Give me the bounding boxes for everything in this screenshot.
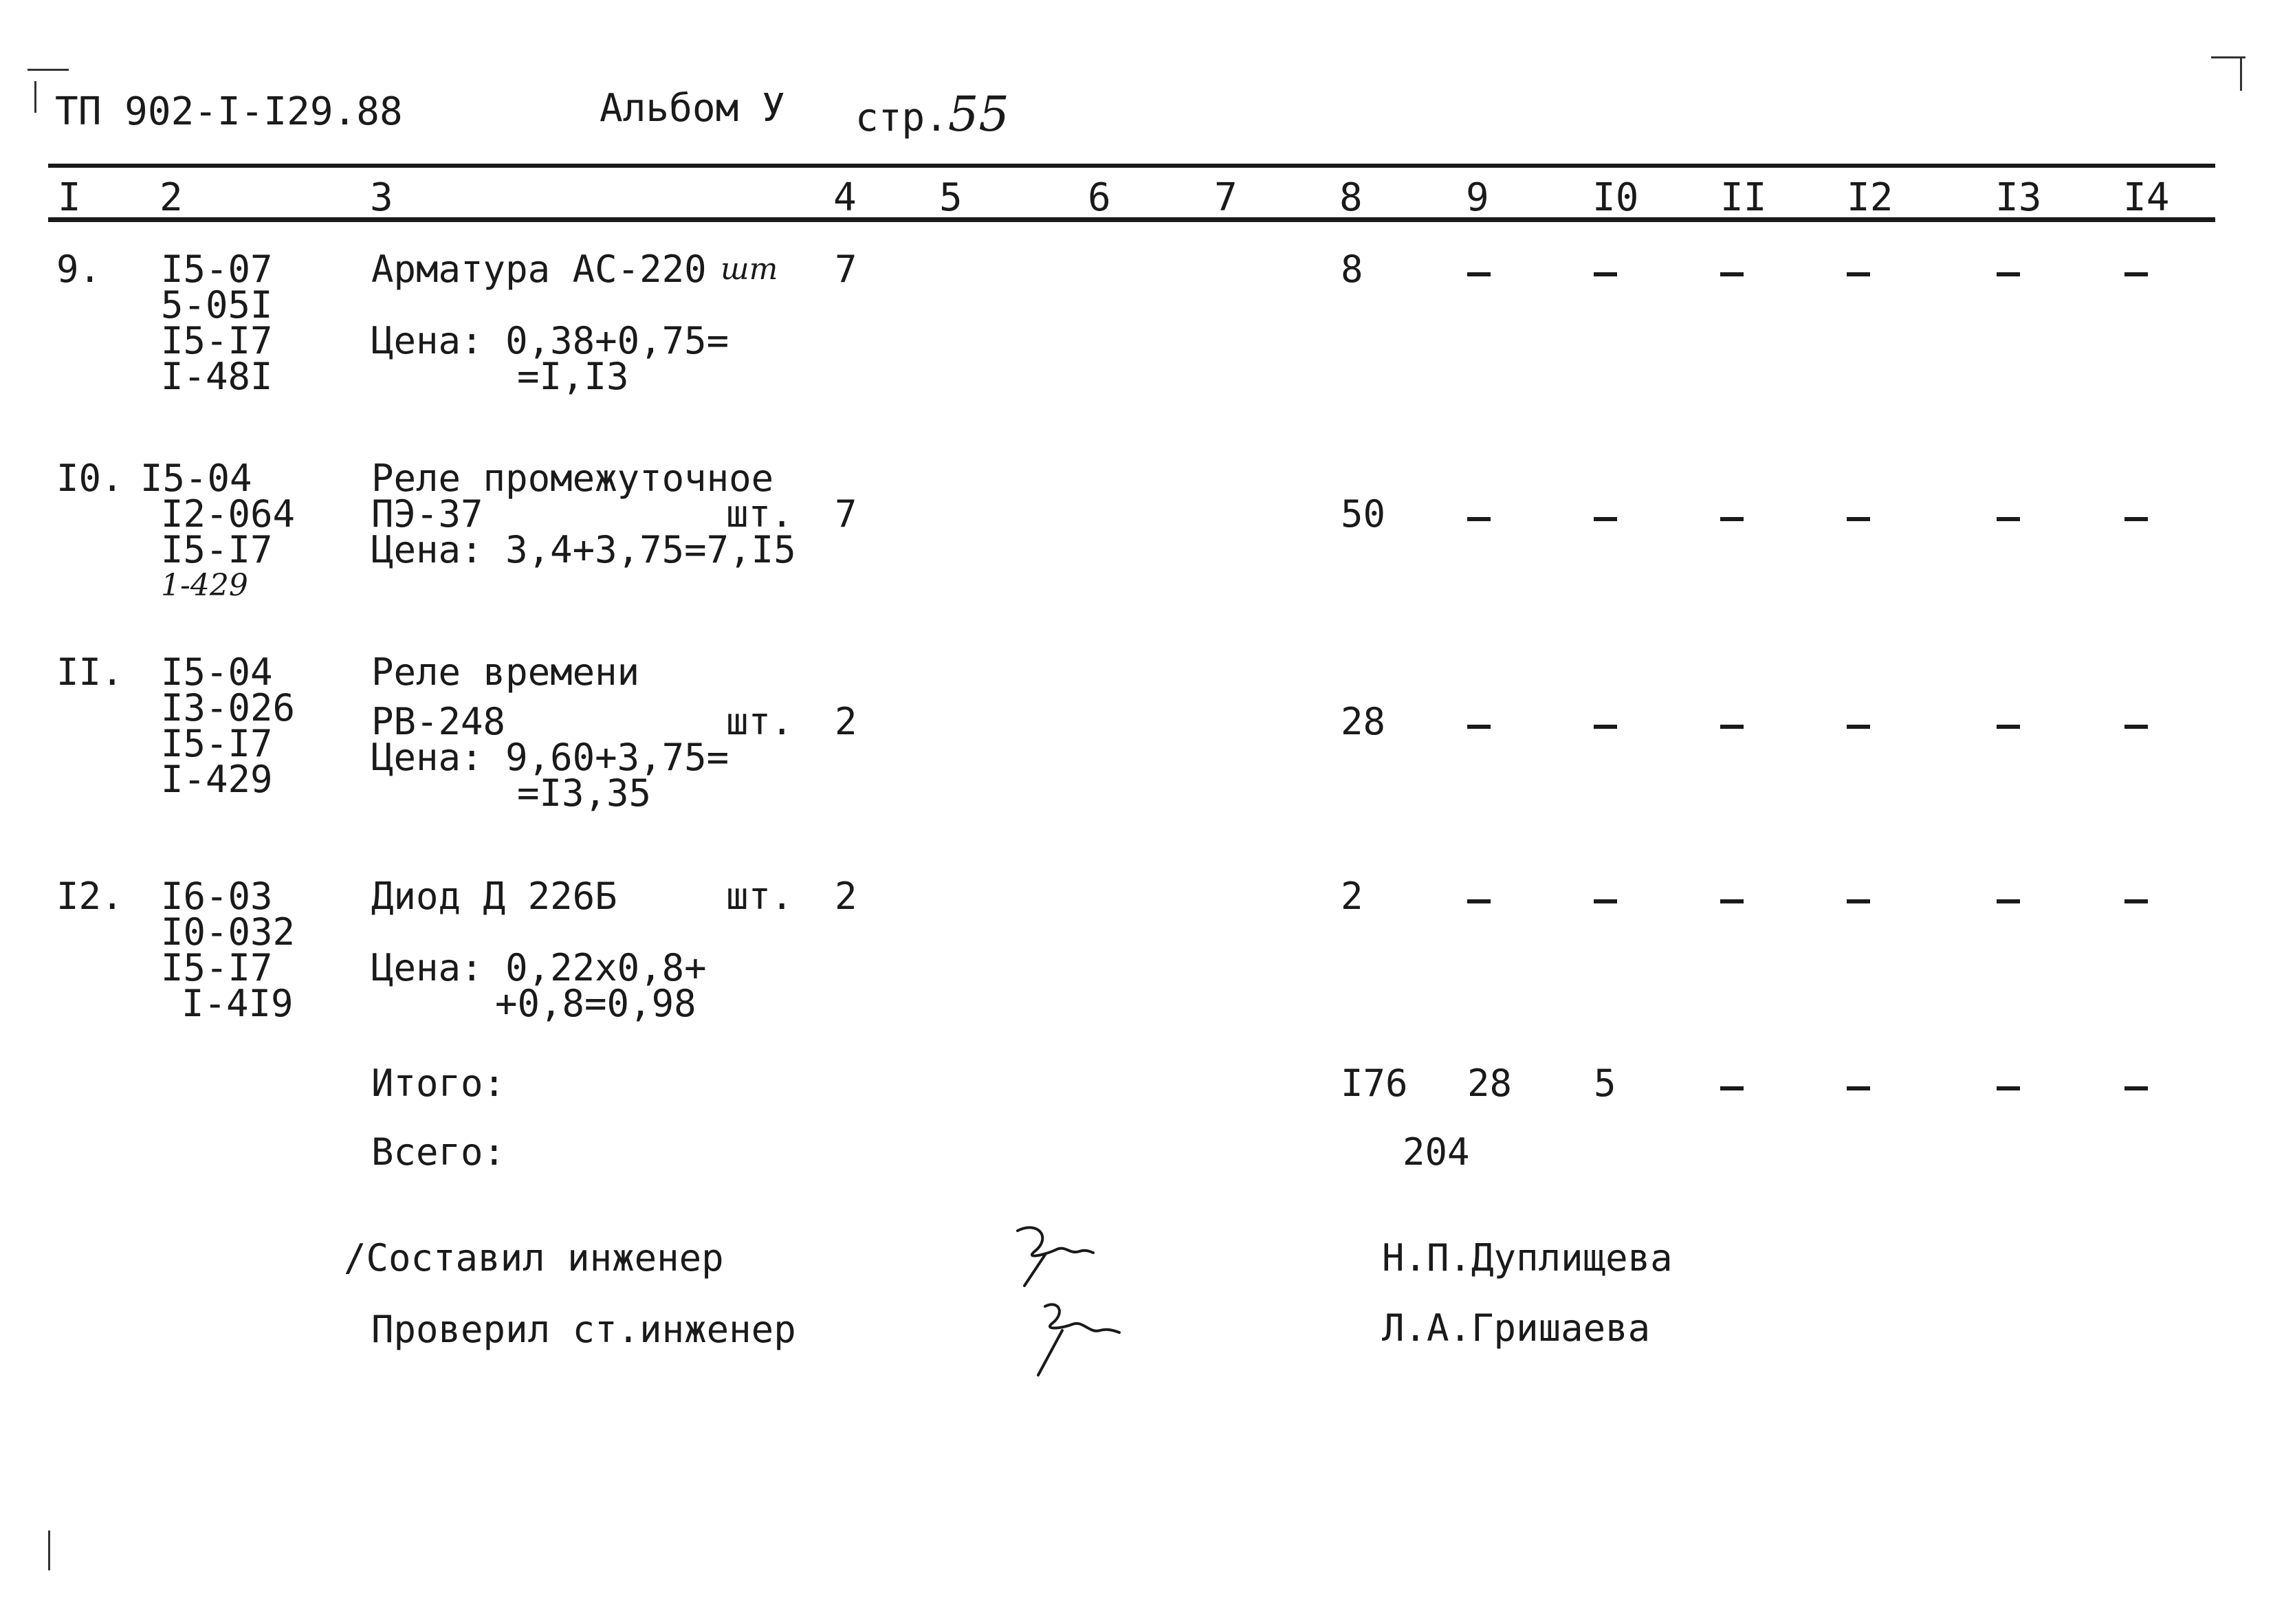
itogo-column-8: I76 xyxy=(1341,1062,1408,1105)
top-rule xyxy=(48,164,2215,168)
column-header: I4 xyxy=(2123,175,2170,220)
row-codes xyxy=(161,875,296,1025)
item-name xyxy=(371,457,774,536)
column-8-value: 2 xyxy=(1341,875,1363,918)
vsego-value: 204 xyxy=(1403,1130,1470,1174)
crop-mark-top-right-v xyxy=(2240,56,2242,91)
empty-cell-dash xyxy=(2124,1086,2148,1090)
price-line: +0,8=0,98 xyxy=(495,982,696,1025)
code-line: I2-064 xyxy=(161,492,296,536)
empty-cell-dash xyxy=(1720,725,1744,729)
code-line: I-429 xyxy=(161,758,273,801)
code-line: 5-05I xyxy=(161,283,273,327)
compiler-signature xyxy=(1004,1217,1114,1299)
item-unit: шт xyxy=(721,252,778,287)
code-line: I5-I7 xyxy=(161,722,273,765)
price-line: =I3,35 xyxy=(517,771,652,815)
item-name: Диод Д 226Б xyxy=(371,875,617,918)
row-codes xyxy=(161,248,273,398)
empty-cell-dash xyxy=(1847,1086,1870,1090)
empty-cell-dash xyxy=(1997,899,2020,903)
empty-cell-dash xyxy=(1847,725,1870,729)
empty-cell-dash xyxy=(1847,517,1870,521)
item-price xyxy=(371,319,729,398)
compiled-by-name: Н.П.Дуплищева xyxy=(1382,1236,1673,1280)
code-line: I5-I7 xyxy=(161,319,273,362)
row-codes xyxy=(161,650,296,801)
empty-cell-dash xyxy=(1594,899,1617,903)
code-line: I-4I9 xyxy=(182,982,294,1025)
checker-signature xyxy=(1024,1293,1134,1389)
empty-cell-dash xyxy=(1467,272,1491,276)
page-label-text: стр. xyxy=(855,96,948,140)
name-line: ПЭ-37 xyxy=(371,492,483,536)
code-line: I5-04 xyxy=(140,457,252,500)
row-codes xyxy=(140,457,296,604)
code-line: I5-I7 xyxy=(161,946,273,989)
empty-cell-dash xyxy=(1594,272,1617,276)
checked-by-name: Л.А.Гришаева xyxy=(1382,1306,1651,1350)
column-8-value: 28 xyxy=(1341,700,1386,743)
code-line: I6-03 xyxy=(161,875,273,918)
price-line: Цена: 0,38+0,75= xyxy=(371,319,729,362)
empty-cell-dash xyxy=(1594,725,1617,729)
empty-cell-dash xyxy=(2124,517,2148,521)
empty-cell-dash xyxy=(1847,899,1870,903)
name-line: Реле промежуточное xyxy=(371,457,774,500)
column-header: 4 xyxy=(833,175,857,220)
empty-cell-dash xyxy=(1997,725,2020,729)
compiled-by-role: /Составил инженер xyxy=(344,1236,724,1280)
code-line: I-48I xyxy=(161,355,273,398)
empty-cell-dash xyxy=(1467,517,1491,521)
empty-cell-dash xyxy=(1997,272,2020,276)
column-header: I3 xyxy=(1995,175,2042,220)
column-header: I xyxy=(58,175,81,220)
code-line: I0-032 xyxy=(161,910,296,954)
item-quantity: 7 xyxy=(835,492,857,536)
crop-mark-top-left-h xyxy=(28,69,69,71)
empty-cell-dash xyxy=(2124,272,2148,276)
empty-cell-dash xyxy=(1594,517,1617,521)
item-price xyxy=(371,946,707,1025)
column-header: I0 xyxy=(1592,175,1639,220)
column-8-value: 50 xyxy=(1341,492,1386,536)
item-name: Арматура АС-220 xyxy=(371,248,707,291)
row-number: I2. xyxy=(56,875,124,918)
empty-cell-dash xyxy=(1720,272,1744,276)
column-header: 6 xyxy=(1088,175,1111,220)
checked-by-role: Проверил ст.инженер xyxy=(371,1308,796,1351)
model-line: РВ-248 xyxy=(371,700,506,743)
item-name: Реле времени xyxy=(371,650,640,694)
column-header: 9 xyxy=(1466,175,1489,220)
column-header: II xyxy=(1720,175,1767,220)
row-number: 9. xyxy=(56,248,102,291)
page-number: 55 xyxy=(947,86,1009,142)
item-unit: шт. xyxy=(726,875,793,918)
column-header: I2 xyxy=(1847,175,1893,220)
item-model-price xyxy=(371,700,729,815)
column-header: 7 xyxy=(1214,175,1238,220)
empty-cell-dash xyxy=(1467,899,1491,903)
item-unit: шт. xyxy=(726,700,793,743)
empty-cell-dash xyxy=(2124,899,2148,903)
code-line: I5-07 xyxy=(161,248,273,291)
empty-cell-dash xyxy=(1720,517,1744,521)
crop-mark-bottom-left-v xyxy=(48,1530,50,1570)
item-quantity: 7 xyxy=(835,248,857,291)
page-label xyxy=(855,86,1009,142)
empty-cell-dash xyxy=(1720,1086,1744,1090)
code-line: I3-026 xyxy=(161,686,296,729)
album-label: Альбом У xyxy=(600,86,785,131)
item-quantity: 2 xyxy=(835,700,857,743)
empty-cell-dash xyxy=(1997,517,2020,521)
price-line: =I,I3 xyxy=(517,355,629,398)
price-line: Цена: 9,60+3,75= xyxy=(371,736,729,779)
item-quantity: 2 xyxy=(835,875,857,918)
empty-cell-dash xyxy=(1847,272,1870,276)
itogo-column-9: 28 xyxy=(1467,1062,1513,1105)
row-number: II. xyxy=(56,650,124,694)
document-code: ТП 902-I-I29.88 xyxy=(55,89,403,134)
column-8-value: 8 xyxy=(1341,248,1363,291)
column-header: 2 xyxy=(160,175,183,220)
column-header: 8 xyxy=(1339,175,1363,220)
column-header: 3 xyxy=(370,175,393,220)
code-line-handwritten: 1-429 xyxy=(161,568,248,603)
column-header: 5 xyxy=(939,175,963,220)
empty-cell-dash xyxy=(1997,1086,2020,1090)
empty-cell-dash xyxy=(1467,725,1491,729)
empty-cell-dash xyxy=(2124,725,2148,729)
row-number: I0. xyxy=(56,457,124,500)
code-line: I5-04 xyxy=(161,650,273,694)
empty-cell-dash xyxy=(1720,899,1744,903)
item-unit: шт. xyxy=(726,492,793,536)
price-line: Цена: 0,22х0,8+ xyxy=(371,946,707,989)
vsego-label: Всего: xyxy=(371,1130,506,1174)
item-price: Цена: 3,4+3,75=7,I5 xyxy=(371,528,796,571)
crop-mark-top-left-v xyxy=(34,81,36,113)
itogo-column-10: 5 xyxy=(1594,1062,1616,1105)
code-line: I5-I7 xyxy=(161,528,273,571)
itogo-label: Итого: xyxy=(371,1062,506,1105)
